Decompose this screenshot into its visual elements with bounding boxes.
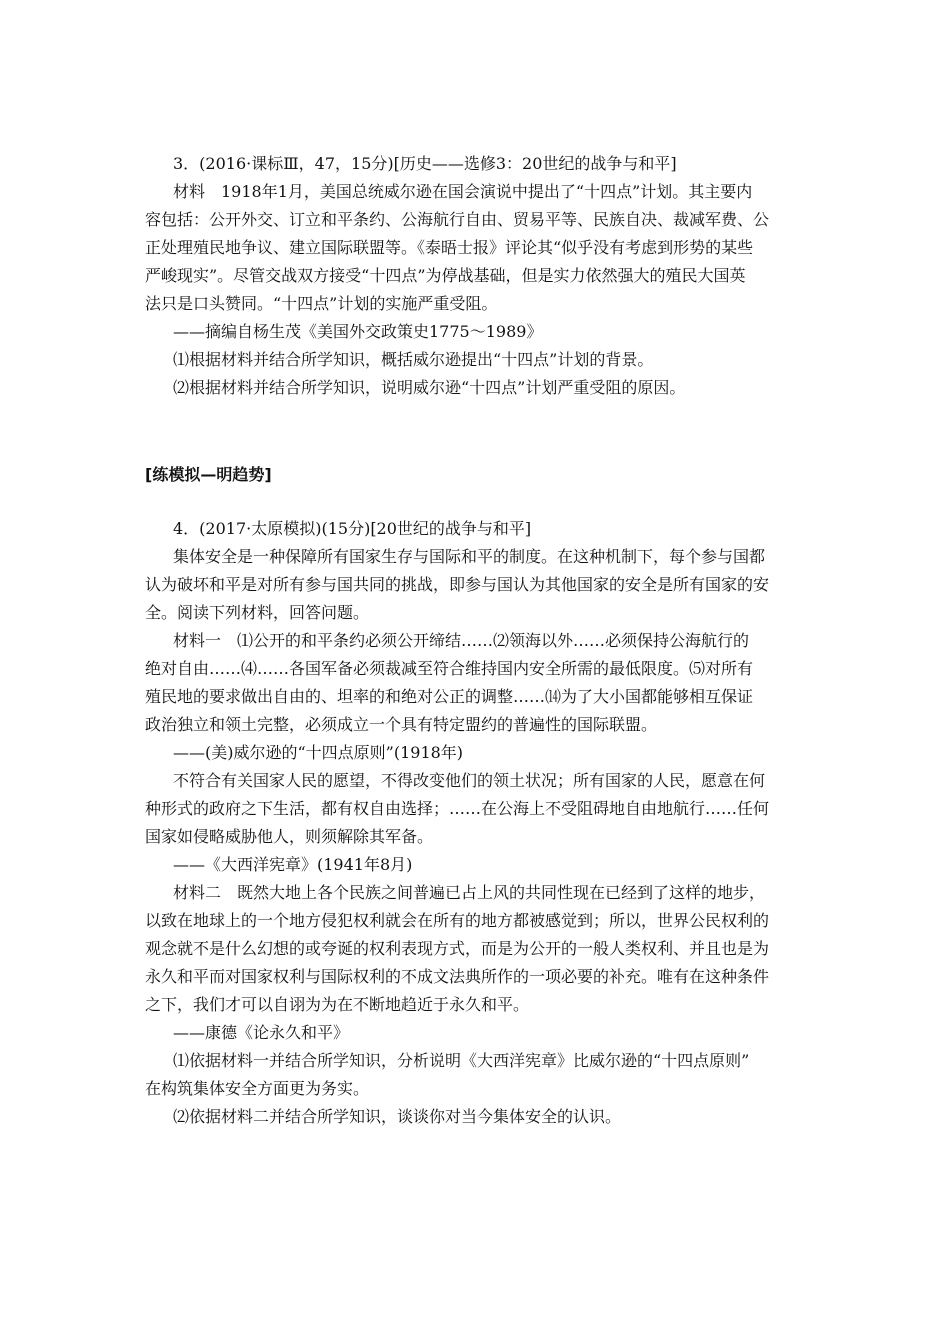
material-1a-line: 殖民地的要求做出自由的、坦率的和绝对公正的调整……⒁为了大小国都能够相互保证 — [145, 687, 754, 706]
material-2-line: 以致在地球上的一个地方侵犯权利就会在所有的地方都被感觉到；所以，世界公民权利的 — [145, 911, 770, 930]
material-2-source: ——康德《论永久和平》 — [173, 1023, 350, 1042]
material-1b-line: 不符合有关国家人民的愿望，不得改变他们的领土状况；所有国家的人民，愿意在何 — [173, 771, 766, 790]
question-3-subquestion-1: ⑴根据材料并结合所学知识，概括威尔逊提出“十四点”计划的背景。 — [173, 350, 654, 369]
material-1a-line: 政治独立和领土完整，必须成立一个具有特定盟约的普遍性的国际联盟。 — [145, 715, 658, 734]
question-3-material-line: 法只是口头赞同。“十四点”计划的实施严重受阻。 — [145, 294, 498, 313]
material-1b-line: 国家如侵略威胁他人，则须解除其军备。 — [145, 827, 434, 846]
question-3-header: 3．(2016·课标Ⅲ，47，15分)[历史——选修3：20世纪的战争与和平] — [173, 154, 677, 173]
material-2-line: 观念就不是什么幻想的或夸诞的权利表现方式，而是为公开的一般人类权利、并且也是为 — [145, 939, 770, 958]
question-4-header: 4．(2017·太原模拟)(15分)[20世纪的战争与和平] — [173, 519, 532, 538]
section-heading — [145, 461, 810, 489]
question-4-subquestion-1-line: ⑴依据材料一并结合所学知识，分析说明《大西洋宪章》比威尔逊的“十四点原则” — [173, 1051, 750, 1070]
question-4-intro-line: 集体安全是一种保障所有国家生存与国际和平的制度。在这种机制下，每个参与国都 — [173, 547, 766, 566]
question-3-source: ——摘编自杨生茂《美国外交政策史1775～1989》 — [173, 322, 543, 341]
question-4 — [145, 515, 810, 1131]
question-4-intro-line: 认为破坏和平是对所有参与国共同的挑战，即参与国认为其他国家的安全是所有国家的安 — [145, 575, 770, 594]
question-3-material-line: 材料 1918年1月，美国总统威尔逊在国会演说中提出了“十四点”计划。其主要内 — [173, 182, 753, 201]
material-1a-line: 材料一 ⑴公开的和平条约必须公开缔结……⑵领海以外……必须保持公海航行的 — [173, 631, 750, 650]
question-3-subquestion-2: ⑵根据材料并结合所学知识，说明威尔逊“十四点”计划严重受阻的原因。 — [173, 378, 686, 397]
question-3 — [145, 150, 810, 402]
question-3-material-line: 严峻现实”。尽管交战双方接受“十四点”为停战基础，但是实力依然强大的殖民大国英 — [145, 266, 746, 285]
section-title: [练模拟—明趋势] — [145, 465, 272, 484]
material-1a-source: ——(美)威尔逊的“十四点原则”(1918年) — [173, 743, 464, 762]
material-2-line: 材料二 既然大地上各个民族之间普遍已占上风的共同性现在已经到了这样的地步， — [173, 883, 766, 902]
material-2-line: 永久和平而对国家权利与国际权利的不成文法典所作的一项必要的补充。唯有在这种条件 — [145, 967, 770, 986]
question-3-material-line: 正处理殖民地争议、建立国际联盟等。《泰晤士报》评论其“似乎没有考虑到形势的某些 — [145, 238, 754, 257]
question-4-intro-line: 全。阅读下列材料，回答问题。 — [145, 603, 370, 622]
material-1a-line: 绝对自由……⑷……各国军备必须裁减至符合维持国内安全所需的最低限度。⑸对所有 — [145, 659, 754, 678]
question-4-subquestion-1-line: 在构筑集体安全方面更为务实。 — [145, 1079, 370, 1098]
material-1b-line: 种形式的政府之下生活，都有权自由选择；……在公海上不受阻碍地自由地航行……任何 — [145, 799, 770, 818]
question-3-material-line: 容包括：公开外交、订立和平条约、公海航行自由、贸易平等、民族自决、裁减军费、公 — [145, 210, 770, 229]
question-4-subquestion-2: ⑵依据材料二并结合所学知识，谈谈你对当今集体安全的认识。 — [173, 1107, 622, 1126]
material-1b-source: ——《大西洋宪章》(1941年8月) — [173, 855, 413, 874]
material-2-line: 之下，我们才可以自诩为为在不断地趋近于永久和平。 — [145, 995, 530, 1014]
